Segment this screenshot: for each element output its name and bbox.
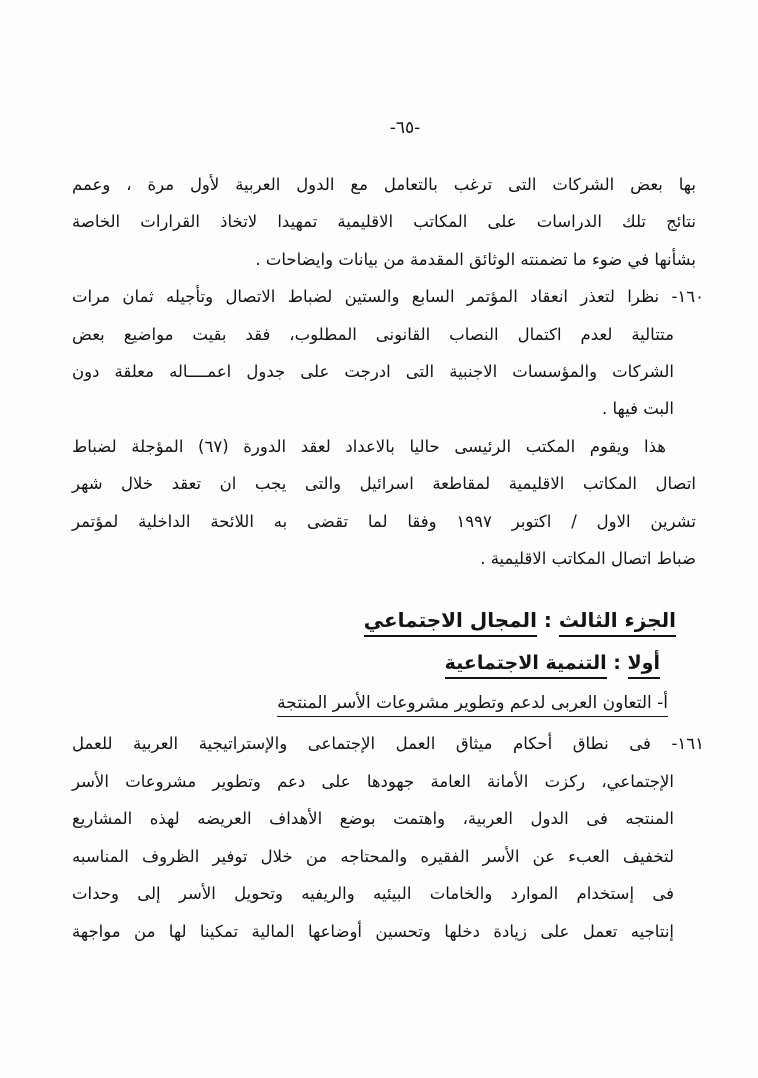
- text-line: ١٦٠- نظرا لتعذر انعقاد المؤتمر السابع والستين لضباط الاتصال وتأجيله ثمان مرات: [72, 287, 704, 307]
- text-line: الشركات والمؤسسات الاجنبية التى ادرجت على جدول اعمــــاله معلقة دون: [72, 362, 674, 382]
- section-header-part3: [72, 605, 676, 635]
- paragraph-opening: [72, 166, 696, 278]
- section-label: الجزء الثالث: [559, 608, 676, 637]
- text-line: الإجتماعي، ركزت الأمانة العامة جهودها على دعم وتطوير مشروعات الأسر: [72, 771, 674, 791]
- text-line: هذا ويقوم المكتب الرئيسى حاليا بالاعداد لعقد الدورة (٦٧) المؤجلة لضباط: [72, 436, 666, 456]
- text-line: المنتجه فى الدول العربية، واهتمت بوضع الأهداف العريضه لهذه المشاريع: [72, 809, 674, 829]
- item-a-header: [72, 689, 668, 717]
- paragraph-160: [72, 278, 704, 428]
- section-title: المجال الاجتماعي: [364, 608, 537, 637]
- text-line: ١٦١- فى نطاق أحكام ميثاق العمل الإجتماعى والإستراتيجية العربية للعمل: [72, 734, 704, 754]
- text-line: فى إستخدام الموارد والخامات البيئيه والريفيه وتحويل الأسر إلى وحدات: [72, 884, 674, 904]
- document-body: [72, 166, 704, 950]
- text-line: متتالية لعدم اكتمال النصاب القانونى المطلوب، فقد بقيت مواضيع بعض: [72, 324, 674, 344]
- text-line: بها بعض الشركات التى ترغب بالتعامل مع الدول العربية لأول مرة ، وعمم: [72, 175, 696, 194]
- text-line: البت فيها .: [601, 399, 674, 419]
- text-line: تشرين الاول / اكتوبر ١٩٩٧ وفقا لما تقضى به اللائحة الداخلية لمؤتمر: [72, 511, 696, 531]
- item-a-title: أ- التعاون العربى لدعم وتطوير مشروعات الأسر المنتجة: [277, 693, 668, 717]
- page-number: -٦٥-: [389, 118, 421, 138]
- paragraph-161: [72, 725, 704, 949]
- text-line: لتخفيف العبء عن الأسر الفقيره والمحتاجه من خلال توفير الظروف المناسبه: [72, 846, 674, 866]
- text-line: ضباط اتصال المكاتب الاقليمية .: [480, 549, 696, 569]
- subsection-title: التنمية الاجتماعية: [445, 652, 607, 679]
- header-colon: :: [606, 652, 628, 675]
- text-line: إنتاجيه تعمل على زيادة دخلها وتحسين أوضاعها المالية تمكينا لها من مواجهة: [72, 921, 674, 941]
- paragraph-160-continuation: [72, 428, 696, 578]
- subsection-label: أولا: [628, 652, 660, 679]
- subsection-header-first: [72, 648, 660, 678]
- text-line: اتصال المكاتب الاقليمية لمقاطعة اسرائيل والتى يجب ان تعقد خلال شهر: [72, 474, 696, 494]
- text-line: بشأنها في ضوء ما تضمنته الوثائق المقدمة من بيانات وايضاحات .: [255, 249, 696, 269]
- text-line: نتائج تلك الدراسات على المكاتب الاقليمية تمهيدا لاتخاذ القرارات الخاصة: [72, 212, 696, 232]
- header-colon: :: [536, 608, 559, 633]
